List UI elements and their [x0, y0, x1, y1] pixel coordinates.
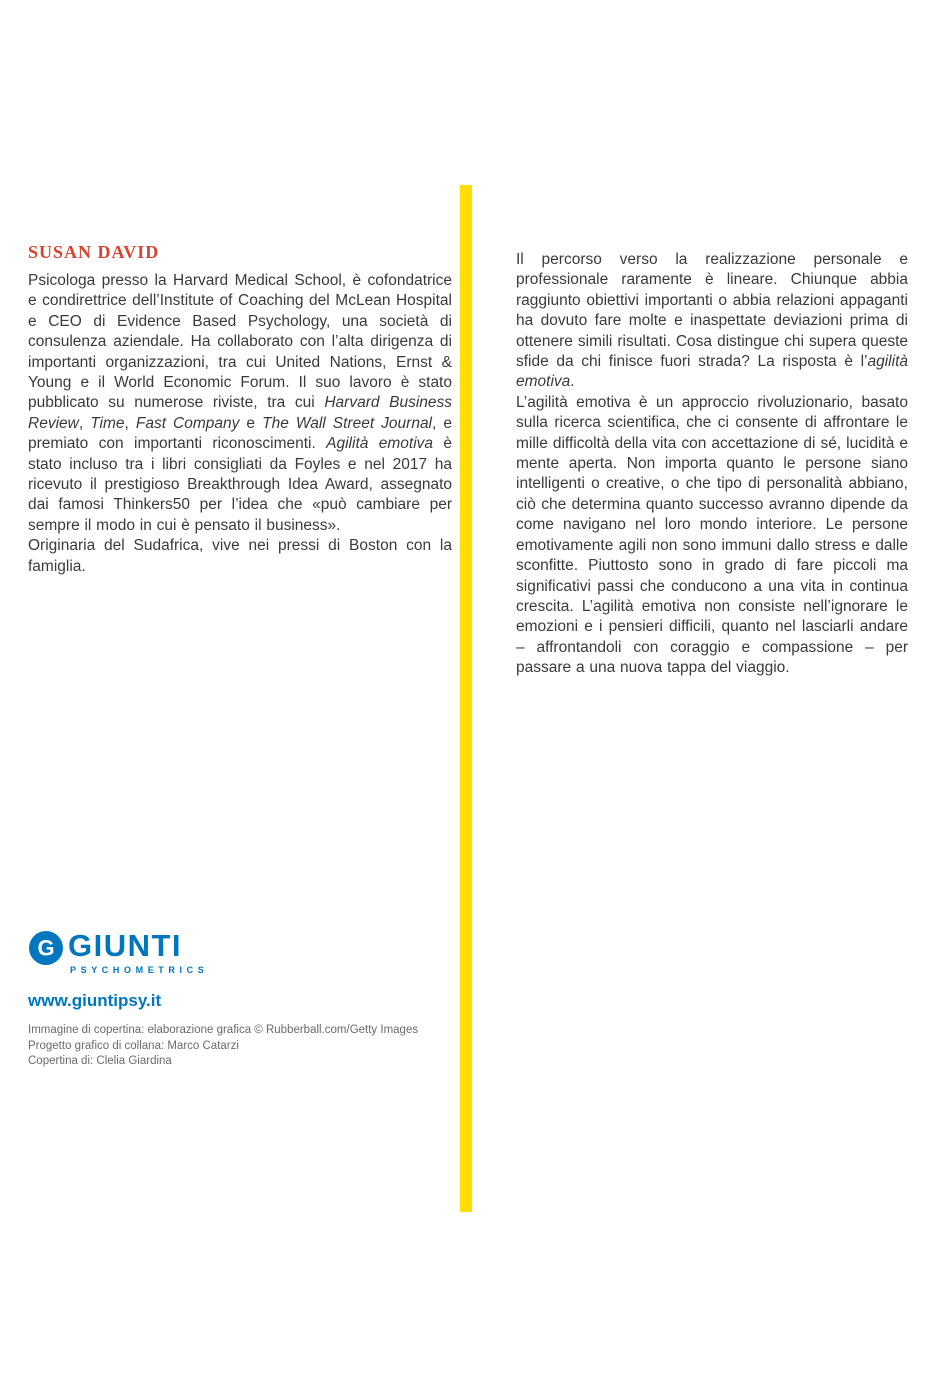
credits-block [28, 1023, 418, 1070]
author-name-heading: SUSAN DAVID [28, 242, 160, 262]
paragraph: Originaria del Sudafrica, vive nei pressi di Boston con la famiglia. [28, 537, 452, 575]
author-bio [28, 271, 452, 577]
giunti-psychometrics-subtitle: PSYCHOMETRICS [70, 965, 209, 975]
giunti-logo-text [68, 930, 208, 975]
synopsis-flap [516, 250, 908, 679]
credit-line: Immagine di copertina: elaborazione grafica © Rubberball.com/Getty Images [28, 1024, 419, 1036]
yellow-divider [460, 185, 472, 1212]
website-url: www.giuntipsy.it [28, 991, 162, 1010]
giunti-logo [28, 930, 208, 975]
paragraph: L’agilità emotiva è un approccio rivoluzionario, basato sulla ricerca scientifica, che ci consente di affrontare le mille difficoltà della vita con accettazione di sé, lucidità e mente aperta. Non importa quanto le persone siano intelligenti o creative, o che tipo di personalità abbiano, ciò che determina quanto successo avranno dipende da come navigano nel loro mondo interiore. Le persone emotivamente agili non sono immuni dallo stress e dalle sconfitte. Piuttosto sono in grado di fare piccoli ma significativi passi che conducono a una vita in continua crescita. L’agilità emotiva non consiste nell’ignorare le emozioni e i pensieri difficili, quanto nel lasciarli andare – affrontandoli con coraggio e compassione – per passare a una nuova tappa del viaggio. [516, 393, 908, 677]
synopsis-text [516, 250, 908, 679]
credit-line: Progetto grafico di collana: Marco Catarzi [28, 1039, 239, 1052]
paragraph: Il percorso verso la realizzazione personale e professionale raramente è lineare. Chiunque abbia raggiunto obiettivi importanti o abbia relazioni appaganti ha dovuto fare molte e inaspettate deviazioni prima di ottenere simili risultati. Cosa distingue chi supera queste sfide da chi finisce fuori strada? La risposta è l’agilità emotiva. [516, 251, 908, 391]
credit-line: Copertina di: Clelia Giardina [28, 1055, 172, 1067]
giunti-wordmark: GIUNTI [68, 928, 183, 963]
paragraph: Psicologa presso la Harvard Medical School, è cofondatrice e condirettrice dell’Institute of Coaching del McLean Hospital e CEO di Evidence Based Psychology, una società di consulenza aziendale. Ha collaborato con l’alta dirigenza di importanti organizzazioni, tra cui United Nations, Ernst & Young e il World Economic Forum. Il suo lavoro è stato pubblicato su numerose riviste, tra cui Harvard Business Review, Time, Fast Company e The Wall Street Journal, e premiato con importanti riconoscimenti. Agilità emotiva è stato incluso tra i libri consigliati da Foyles e nel 2017 ha ricevuto il prestigioso Breakthrough Idea Award, assegnato dai famosi Thinkers50 per l’idea che «può cambiare per sempre il modo in cui è pensato il business». [28, 272, 452, 534]
svg-text:G: G [37, 935, 55, 961]
giunti-logo-icon [28, 930, 64, 966]
author-flap [28, 242, 452, 577]
